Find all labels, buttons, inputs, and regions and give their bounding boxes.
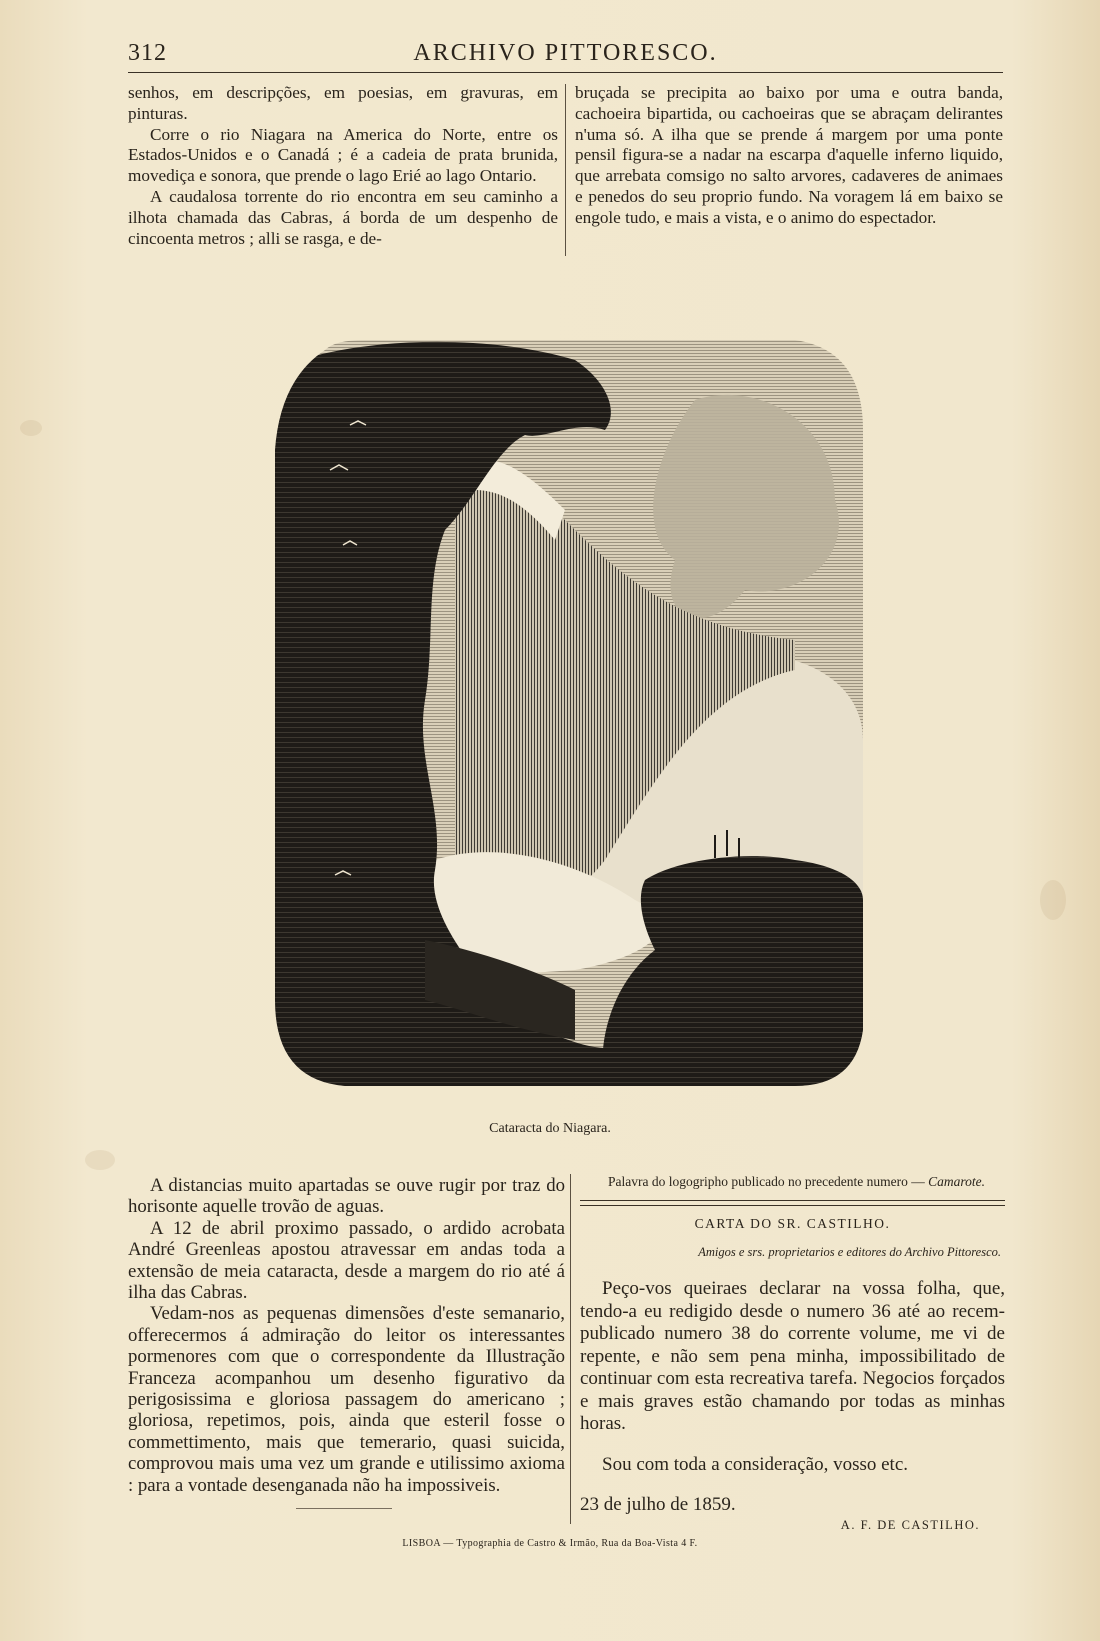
printer-imprint: LISBOA — Typographia de Castro & Irmão, Rua da Boa-Vista 4 F.: [402, 1538, 698, 1549]
article-paragraph: A 12 de abril proximo passado, o ardido acrobata André Greenleas apostou atravessar em andas toda a extensão de meia cataracta, desde a margem do rio até á ilha das Cabras.: [128, 1217, 565, 1304]
article-paragraph: bruçada se precipita ao baixo por uma e outra banda, cachoeira bipartida, ou cachoeiras que se abraçam delirantes n'uma só. A ilha que se prende á margem por uma ponte pensil figura-se a nadar na escarpa d'aquelle inferno liquido, que arrebata comsigo no salto arvores, cadaveres de animaes e penedos do seu proprio fundo. Na voragem lá em baixo se engole tudo, e mais a vista, e o animo do espectador.: [575, 83, 1003, 227]
letter-body: Peço-vos queiraes declarar na vossa folha, que, tendo-a eu redigido desde o numero 36 até ao recem-publicado numero 38 do corrente volume, me vi de repente, e não sem pena minha, impossibilitado de continuar com esta recreativa tarefa. Negocios forçados e mais graves estão chamando por todas as minhas horas.: [580, 1278, 1005, 1434]
letter-signature: A. F. DE CASTILHO.: [840, 1518, 980, 1532]
figure-caption: Cataracta do Niagara.: [489, 1121, 611, 1136]
notice-text: Palavra do logogripho publicado no precedente numero —: [608, 1174, 925, 1189]
section-double-rule: [580, 1200, 1005, 1206]
niagara-falls-engraving: [275, 340, 863, 1086]
paper-stain: [20, 420, 42, 436]
paper-stain: [85, 1150, 115, 1170]
article-paragraph: Vedam-nos as pequenas dimensões d'este semanario, offerecermos á admiração do leitor os interessantes pormenores com que o correspondente da Illustração Franceza acompanhou um desenho figurativo da perigosissima e gloriosa passagem do americano ; gloriosa, repetimos, pois, ainda que esteril fosse o commettimento, mais que temerario, quasi suicida, comprovou mais uma vez um grande e utilissimo axioma : para a vontade desenganada não ha impossiveis.: [128, 1303, 565, 1496]
article-top-right-column: [575, 83, 1003, 229]
letter-closing: Sou com toda a consideração, vosso etc.: [602, 1453, 909, 1475]
article-paragraph: A distancias muito apartadas se ouve rugir por traz do horisonte aquelle trovão de aguas.: [128, 1175, 565, 1218]
notice-answer: Camarote.: [928, 1174, 986, 1189]
letter-title: CARTA DO SR. CASTILHO.: [694, 1216, 891, 1231]
column-divider: [565, 84, 566, 256]
right-bottom-column: [580, 1174, 1005, 1533]
page-number: 312: [128, 40, 167, 66]
journal-title: ARCHIVO PITTORESCO.: [413, 40, 718, 66]
page-header: [128, 38, 1003, 73]
article-paragraph: Corre o rio Niagara na America do Norte, entre os Estados-Unidos e o Canadá ; é a cadeia de prata brunida, movediça e sonora, que prende o lago Erié ao lago Ontario.: [128, 124, 558, 186]
letter-salutation: Amigos e srs. proprietarios e editores do Archivo Pittoresco.: [698, 1245, 1001, 1259]
article-paragraph: A caudalosa torrente do rio encontra em seu caminho a ilhota chamada das Cabras, á borda de um despenho de cincoenta metros ; alli se rasga, e de-: [128, 186, 558, 248]
logogripho-notice: [580, 1174, 1005, 1190]
article-top-left-column: [128, 83, 558, 249]
article-paragraph: senhos, em descripções, em poesias, em gravuras, em pinturas.: [128, 83, 558, 123]
end-rule: [296, 1508, 392, 1509]
column-divider: [570, 1174, 571, 1524]
paper-stain: [1040, 880, 1066, 920]
letter-date: 23 de julho de 1859.: [580, 1494, 736, 1515]
article-bottom-column: [128, 1175, 565, 1496]
